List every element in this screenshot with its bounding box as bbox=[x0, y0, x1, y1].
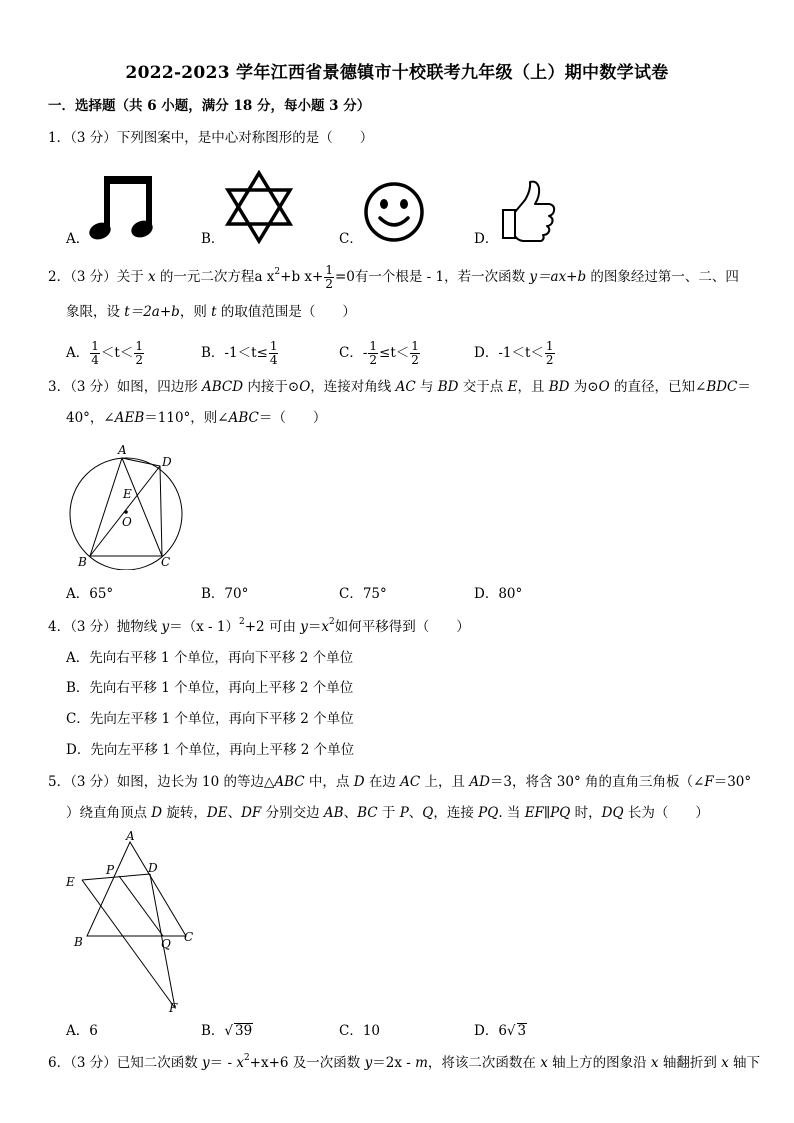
question-6-line-1: 6．（3 分）已知二次函数 $y= - x^2+x+6$ 及一次函数 y＝2x - m，将该二次函数在 x 轴上方的图象沿 x 轴翻折到 x 轴下 bbox=[48, 1053, 761, 1071]
label-q: Q bbox=[161, 937, 171, 951]
question-1-stem: 1．（3 分）下列图案中，是中心对称图形的是（ ） bbox=[48, 130, 374, 146]
q1-option-c-label: C． bbox=[339, 231, 363, 247]
label-o: O bbox=[122, 515, 132, 529]
question-5-line-2: ）绕直角顶点 D 旋转，DE、DF 分别交边 AB、BC 于 P、Q，连接 PQ. 当 EF∥PQ 时，DQ 长为（ ） bbox=[66, 805, 709, 821]
q4-option-c: C．先向左平移 1 个单位，再向下平移 2 个单位 bbox=[66, 711, 354, 727]
q3-option-c: C．75° bbox=[339, 586, 387, 602]
question-3-line-2: 40°，∠AEB＝110°，则∠ABC＝（ ） bbox=[66, 410, 327, 426]
q4-option-b: B．先向右平移 1 个单位，再向上平移 2 个单位 bbox=[66, 680, 354, 696]
triangle-rotation-figure bbox=[60, 828, 200, 1016]
q1-option-b-label: B． bbox=[201, 231, 225, 247]
q5-option-d: D．6√ 3 bbox=[474, 1023, 527, 1039]
smiley-face-icon bbox=[362, 180, 426, 244]
q1-option-d-label: D． bbox=[474, 231, 499, 247]
label-d: D bbox=[148, 861, 158, 875]
label-c: C bbox=[161, 555, 171, 569]
section-heading: 一．选择题（共 6 小题，满分 18 分，每小题 3 分） bbox=[48, 98, 371, 114]
q2-option-c: C．- $\frac{1}{2}$ ≤t＜ $\frac{1}{2}$ bbox=[339, 339, 419, 367]
question-2-line-1: 2．（3 分）关于 x 的一元二次方程a $x^2+b$ x+ $\frac{1}{2}$ =0有一个根是 - 1，若一次函数 y＝ax+b 的图象经过第一、二、四 bbox=[48, 263, 739, 291]
label-c: C bbox=[184, 930, 194, 944]
q3-option-a: A．65° bbox=[66, 586, 114, 602]
circle-quadrilateral-figure bbox=[60, 438, 190, 570]
label-e: E bbox=[66, 875, 75, 889]
q3-option-b: B．70° bbox=[201, 586, 249, 602]
label-f: F bbox=[169, 1001, 178, 1015]
music-note-icon bbox=[88, 172, 158, 244]
q2-option-d: D．-1＜t＜ $\frac{1}{2}$ bbox=[474, 339, 554, 367]
q4-option-d: D．先向左平移 1 个单位，再向上平移 2 个单位 bbox=[66, 742, 355, 758]
q4-option-a: A．先向右平移 1 个单位，再向下平移 2 个单位 bbox=[66, 650, 354, 666]
q5-option-c: C．10 bbox=[339, 1023, 381, 1039]
label-b: B bbox=[74, 935, 83, 949]
label-a: A bbox=[126, 829, 135, 843]
q2-option-a: A． $\frac{1}{4}$ ＜t＜ $\frac{1}{2}$ bbox=[66, 339, 143, 367]
label-b: B bbox=[78, 555, 87, 569]
question-3-line-1: 3．（3 分）如图，四边形 ABCD 内接于⊙O，连接对角线 AC 与 BD 交于点 E，且 BD 为⊙O 的直径，已知∠BDC＝ bbox=[48, 379, 751, 395]
q5-option-a: A．6 bbox=[66, 1023, 98, 1039]
q3-option-d: D．80° bbox=[474, 586, 523, 602]
label-e: E bbox=[123, 487, 132, 501]
thumbs-up-icon bbox=[497, 176, 561, 244]
label-p: P bbox=[106, 863, 115, 877]
question-2-line-2: 象限，设 t＝2a+b，则 t 的取值范围是（ ） bbox=[66, 304, 356, 320]
fraction-one-half: $\frac{1}{2}$ bbox=[325, 263, 333, 291]
label-a: A bbox=[118, 443, 127, 457]
q2-option-b: B．-1＜t≤ $\frac{1}{4}$ bbox=[201, 339, 278, 367]
question-4-stem: 4．（3 分）抛物线 y＝（x - 1）$^2$+2 可由 $y=x^2$如何平移得到（ ） bbox=[48, 617, 470, 635]
question-5-line-1: 5．（3 分）如图，边长为 10 的等边△ABC 中，点 D 在边 AC 上，且 AD＝3，将含 30° 角的直角三角板（∠F＝30° bbox=[48, 774, 752, 790]
q5-option-b: B．√ 39 bbox=[201, 1023, 253, 1039]
page-title: 2022-2023 学年江西省景德镇市十校联考九年级（上）期中数学试卷 bbox=[125, 63, 669, 83]
label-d: D bbox=[162, 455, 172, 469]
star-of-david-icon bbox=[224, 170, 294, 244]
q1-option-a-label: A． bbox=[66, 231, 90, 247]
